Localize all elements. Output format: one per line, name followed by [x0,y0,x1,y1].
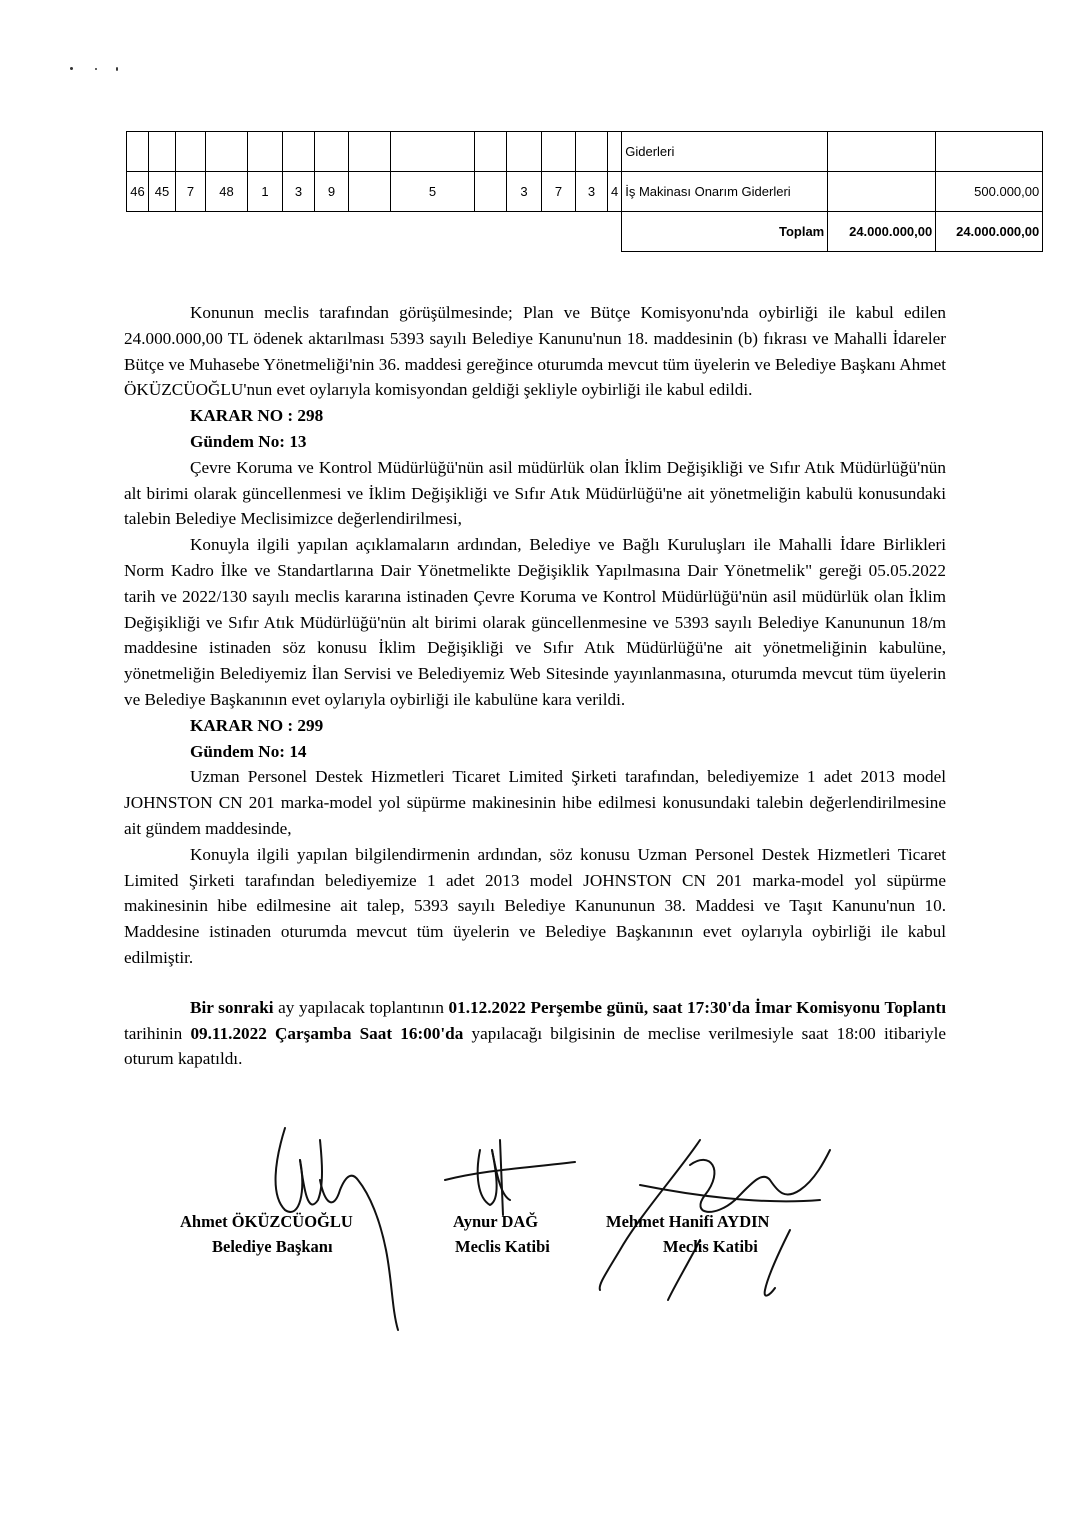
code-cell: 1 [248,172,283,212]
code-cell: 46 [127,172,149,212]
signer-name: Ahmet ÖKÜZCÜOĞLU [180,1212,353,1231]
code-cell: 9 [315,172,349,212]
total-amount: 24.000.000,00 [828,212,936,252]
decision-number: KARAR NO : 299 [190,715,324,735]
amount-cell: 500.000,00 [936,172,1043,212]
paragraph: Konuyla ilgili yapılan açıklamaların ardından, Belediye ve Bağlı Kuruluşları ile Mahalli İdare Birlikleri Norm Kadro İlke ve Standartlarına Dair Yönetmelikte Değişiklik Yapılmasına Dair Yönetmelik" gereği 05.05.2022 tarih ve 2022/130 sayılı meclis kararına istinaden Çevre Koruma ve Kontrol Müdürlüğü'nün asil müdürlük olan İklim Değişikliği ve Sıfır Atık Müdürlüğü'nün alt birimi olarak güncellenmesine ve 5393 sayılı Belediye Kanununun 18/m maddesine istinaden söz konusu İklim Değişikliği ve Sıfır Atık Müdürlüğü'ne ait yönetmeliğinin kabulüne, yönetmeliğin Belediyemiz İlan Servisi ve Belediyemiz Web Sitesinde yayınlanmasına, oturumda mevcut tüm üyelerin ve Belediye Başkanının evet oylarıyla oybirliği ile kabulüne kara verildi. [124,535,946,709]
signer-name: Mehmet Hanifi AYDIN [606,1212,770,1231]
row-description: Giderleri [622,132,828,172]
paragraph: Konuyla ilgili yapılan bilgilendirmenin ardından, söz konusu Uzman Personel Destek Hizmetleri Ticaret Limited Şirketi tarafından belediyemize 1 adet 2013 model JOHNSTON CN 201 marka-model yol süpürme makinesinin hibe edilmesine ait talep, 5393 sayılı Belediye Kanununun 38. Maddesi ve Taşıt Kanunu'nun 10. Maddesine istinaden oturumda mevcut tüm üyelerin ve Belediye Başkanının evet oylarıyla oybirliği ile kabul edilmiştir. [124,844,946,967]
signer-title: Belediye Başkanı [212,1237,333,1256]
code-cell: 3 [576,172,608,212]
agenda-number: Gündem No: 13 [190,431,307,451]
paragraph: Konunun meclis tarafından görüşülmesinde; Plan ve Bütçe Komisyonu'nda oybirliği ile kabul edilen 24.000.000,00 TL ödenek aktarılması 5393 sayılı Belediye Kanunu'nun 18. maddesinin (b) fıkrası ve Mahalli İdareler Bütçe ve Muhasebe Yönetmeliği'nin 36. maddesi gereğince oturumda mevcut tüm üyelerin ve Belediye Başkanı Ahmet ÖKÜZCÜOĞLU'nun evet oylarıyla komisyondan geldiği şekliyle oybirliği ile kabul edildi. [124,303,946,400]
signer-title: Meclis Katibi [663,1237,758,1256]
signer-name: Aynur DAĞ [453,1212,539,1231]
code-cell: 7 [542,172,576,212]
code-cell: 48 [206,172,248,212]
row-description: İş Makinası Onarım Giderleri [622,172,828,212]
agenda-number: Gündem No: 14 [190,741,307,761]
total-label: Toplam [622,212,828,252]
paragraph: Uzman Personel Destek Hizmetleri Ticaret Limited Şirketi tarafından, belediyemize 1 adet 2013 model JOHNSTON CN 201 marka-model yol süpürme makinesinin hibe edilmesi konusundaki talebin değerlendirilmesine ait gündem maddesinde, [124,767,946,838]
code-cell: 5 [391,172,475,212]
closing-paragraph: Bir sonraki ay yapılacak toplantının 01.12.2022 Perşembe günü, saat 17:30'da İmar Komisyonu Toplantı tarihinin 09.11.2022 Çarşamba Saat 16:00'da yapılacağı bilgisinin de meclise verilmesiyle saat 18:00 itibariyle oturum kapatıldı. [124,997,946,1069]
code-cell: 3 [507,172,542,212]
decision-number: KARAR NO : 298 [190,406,324,426]
code-cell: 45 [149,172,176,212]
code-cell: 7 [176,172,206,212]
signer-title: Meclis Katibi [455,1237,550,1256]
code-cell: 3 [283,172,315,212]
total-amount: 24.000.000,00 [936,212,1043,252]
code-cell: 4 [608,172,622,212]
paragraph: Çevre Koruma ve Kontrol Müdürlüğü'nün asil müdürlük olan İklim Değişikliği ve Sıfır Atık Müdürlüğü'nün alt birimi olarak güncellenmesi ve İklim Değişikliği ve Sıfır Atık Müdürlüğü'ne ait yönetmeliğin kabulü konusundaki talebin Belediye Meclisimizce değerlendirilmesi, [124,457,946,529]
